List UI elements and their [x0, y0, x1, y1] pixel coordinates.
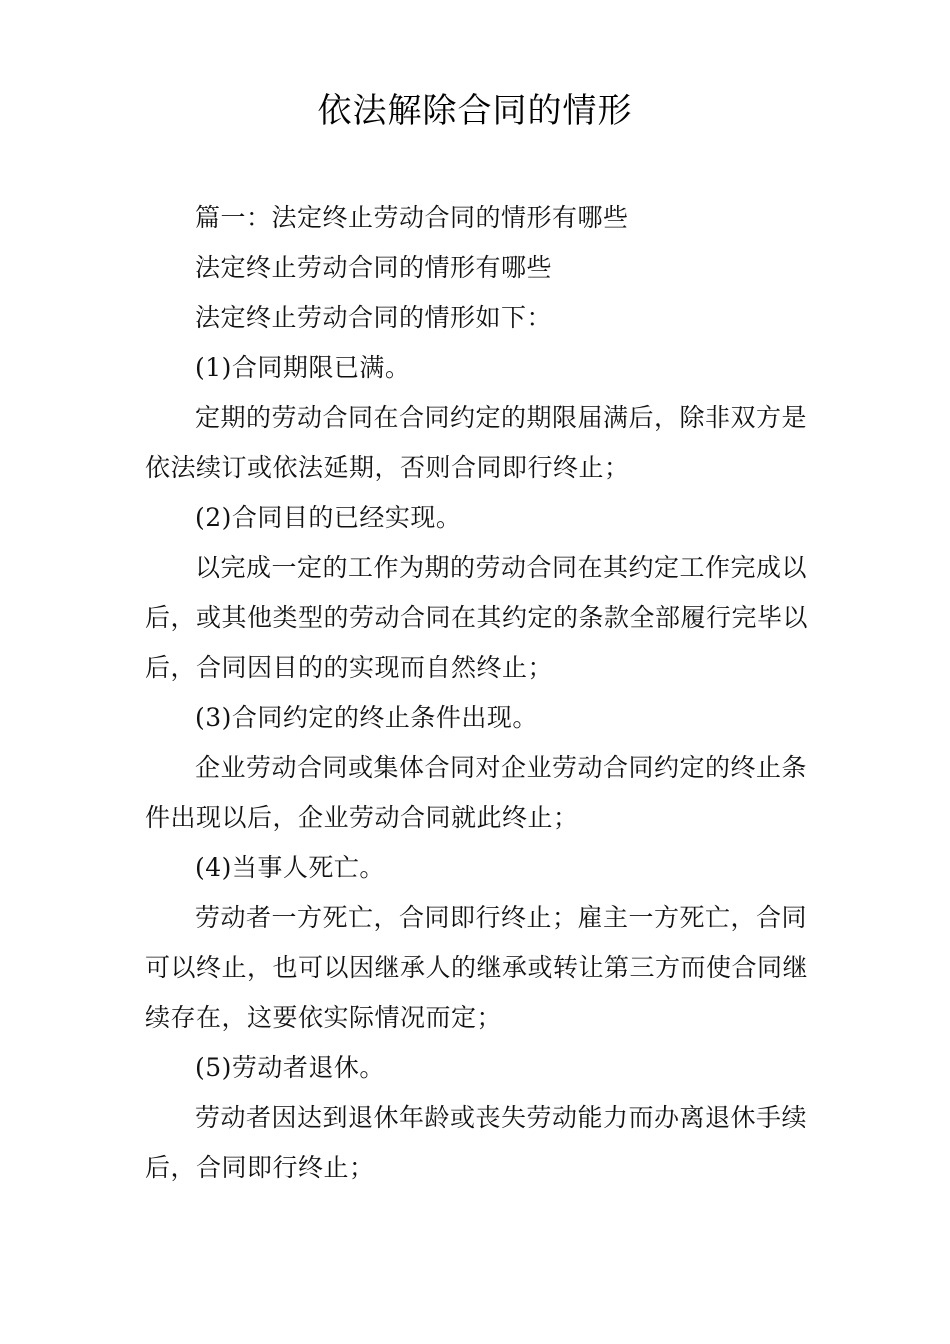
paragraph: (1)合同期限已满。	[195, 353, 411, 382]
paragraph: 劳动者因达到退休年龄或丧失劳动能力而办离退休手续后，合同即行终止；	[145, 1103, 808, 1182]
document-body	[145, 193, 810, 1193]
paragraph: 篇一：法定终止劳动合同的情形有哪些	[195, 203, 629, 232]
paragraph: 以完成一定的工作为期的劳动合同在其约定工作完成以后，或其他类型的劳动合同在其约定的条款全部履行完毕以后，合同因目的的实现而自然终止；	[145, 553, 809, 682]
paragraph: 企业劳动合同或集体合同对企业劳动合同约定的终止条件出现以后，企业劳动合同就此终止；	[145, 753, 808, 832]
paragraph: (3)合同约定的终止条件出现。	[195, 703, 538, 732]
paragraph: (5)劳动者退休。	[195, 1053, 385, 1082]
paragraph: 劳动者一方死亡，合同即行终止；雇主一方死亡，合同可以终止，也可以因继承人的继承或转让第三方而使合同继续存在，这要依实际情况而定；	[145, 903, 809, 1032]
document-title: 依法解除合同的情形	[317, 91, 633, 131]
paragraph: 法定终止劳动合同的情形有哪些	[195, 253, 553, 282]
paragraph: (2)合同目的已经实现。	[195, 503, 462, 532]
paragraph: 定期的劳动合同在合同约定的期限届满后，除非双方是依法续订或依法延期，否则合同即行终止；	[145, 403, 808, 482]
paragraph: 法定终止劳动合同的情形如下：	[195, 303, 553, 332]
paragraph: (4)当事人死亡。	[195, 853, 385, 882]
